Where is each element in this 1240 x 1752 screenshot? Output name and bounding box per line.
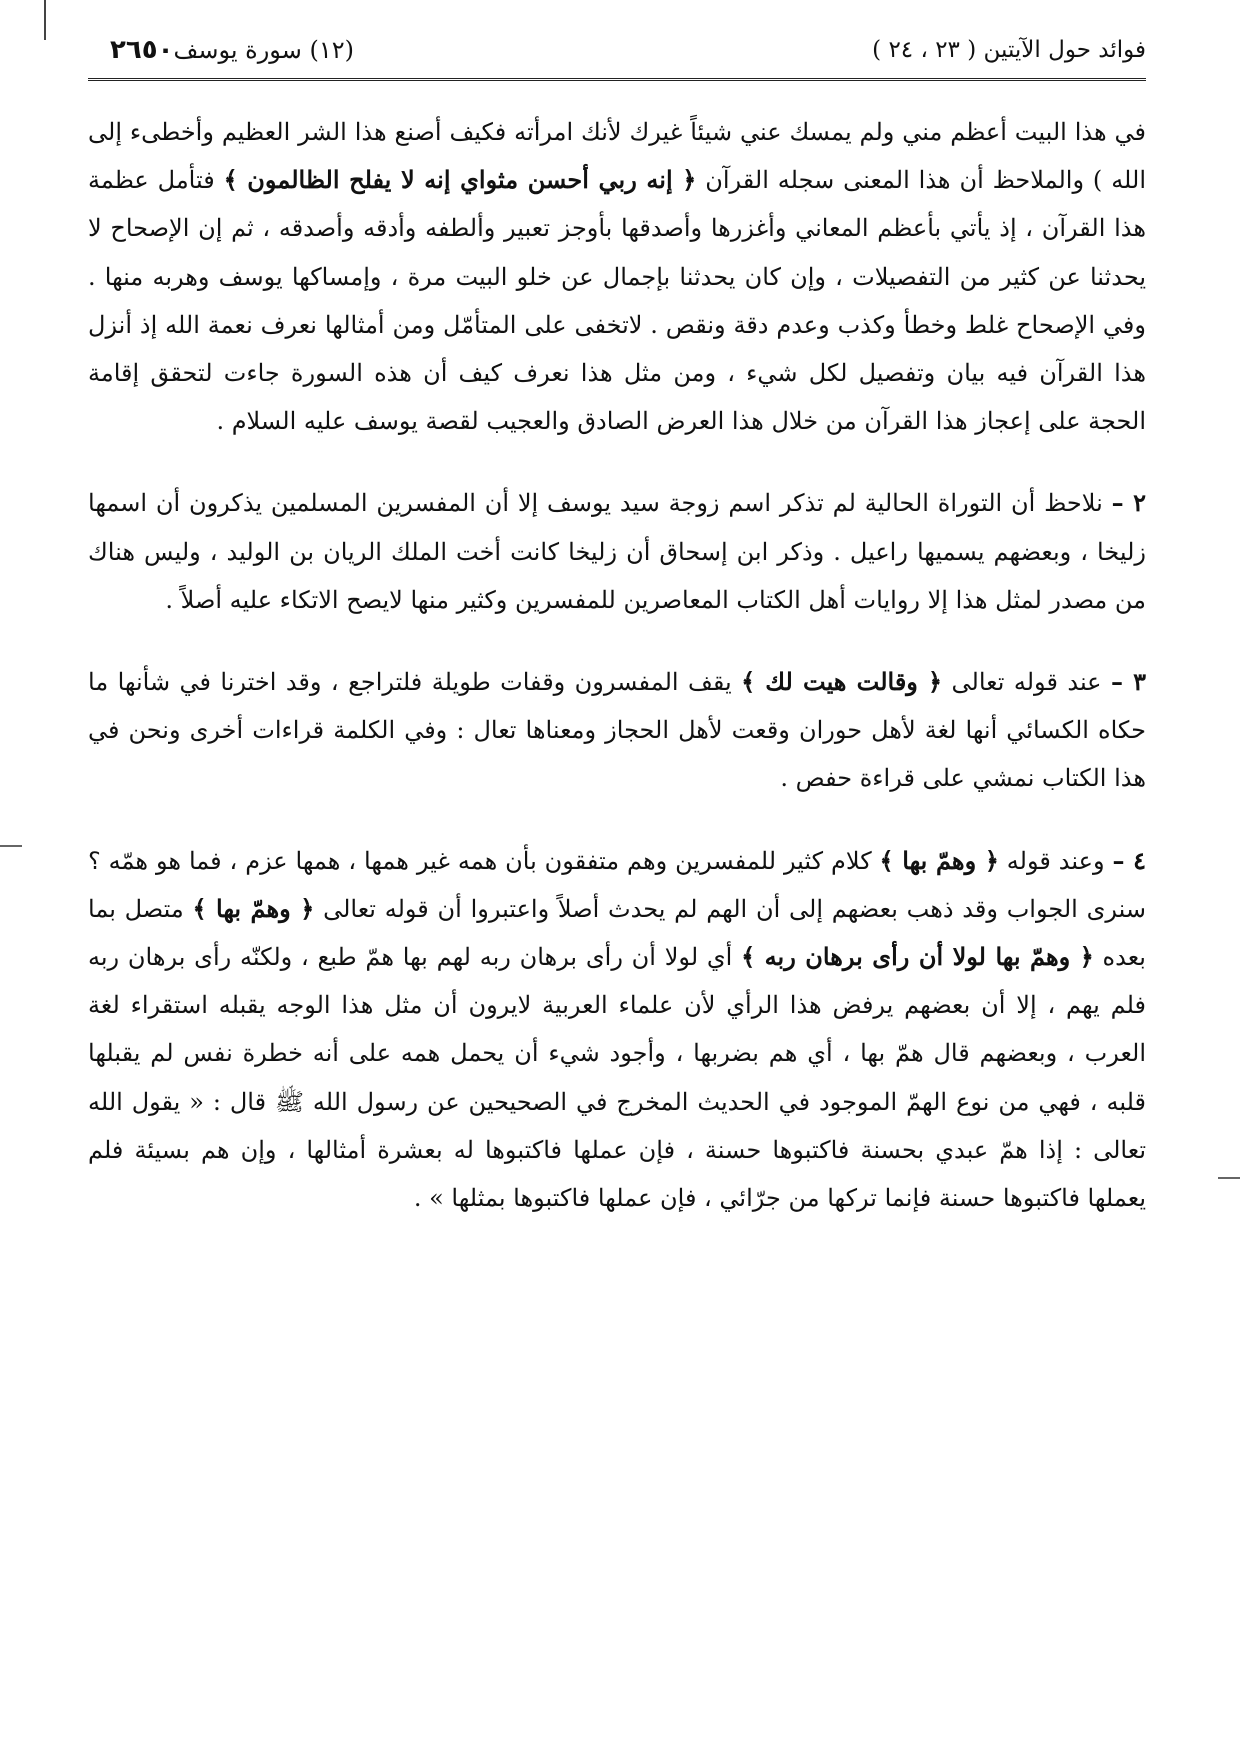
running-title: فوائد حول الآيتين ( ٢٣ ، ٢٤ ): [872, 37, 1146, 63]
margin-mark: [1218, 1177, 1240, 1179]
margin-mark: [0, 845, 22, 847]
paragraph-text: فتأمل عظمة هذا القرآن ، إذ يأتي بأعظم المعاني وأغزرها وأصدقها بأوجز تعبير وألطفه وأدقه وأصدقه ، ثم إن الإصحاح لا يحدثنا عن كثير من التفصيلات ، وإن كان يحدثنا بإجمال عن خلو البيت مرة ، وإمساكها يوسف وهربه منها . وفي الإصحاح غلط وخطأ وكذب وعدم دقة ونقص . لاتخفى على المتأمّل ومن أمثالها نعرف نعمة الله إذ أنزل هذا القرآن فيه بيان وتفصيل لكل شيء ، ومن مثل هذا نعرف كيف أن هذه السورة جاءت لتحقق إقامة الحجة على إعجاز هذا القرآن من خلال هذا العرض الصادق والعجيب لقصة يوسف عليه السلام .: [88, 166, 1146, 436]
page-edge-line: [44, 0, 46, 40]
paragraph-number: ٣ –: [1110, 667, 1147, 697]
paragraph-3: [88, 658, 1146, 803]
paragraph-1: [88, 108, 1146, 445]
paragraph-text: كلام كثير للمفسرين وهم متفقون بأن همه غير همها ، همها عزم ، فما هو همّه ؟ سنرى الجواب وقد ذهب بعضهم إلى أن الهم لم يحدث أصلاً واعتبروا أن قوله تعالى: [88, 846, 1146, 923]
paragraph-text: متصل بما بعده: [88, 894, 1146, 972]
page-header: [88, 22, 1146, 81]
paragraph-text: يقف المفسرون وقفات طويلة فلتراجع ، وقد اخترنا في شأنها ما حكاه الكسائي أنها لغة لأهل حوران وقعت لأهل الحجاز ومعناها تعال : وفي الكلمة قراءات أخرى ونحن في هذا الكتاب نمشي على قراءة حفص .: [88, 668, 1146, 793]
quran-quote: ﴿ إنه ربي أحسن مثواي إنه لا يفلح الظالمون ﴾: [223, 165, 697, 195]
quran-quote: ﴿ وهمّ بها ﴾: [192, 893, 315, 923]
paragraph-text: أي لولا أن رأى برهان ربه لهم بها همّ طبع ، ولكنّه رأى برهان ربه فلم يهم ، إلا أن بعضهم يرفض هذا الرأي لأن علماء العربية لايرون أن مثل هذا الوجه يقبله استقراء لغة العرب ، وبعضهم قال همّ بها ، أي هم بضربها ، وأجود شيء أن يحمل همه على أنه خطرة نفس لم يقبلها قلبه ، فهي من نوع الهمّ الموجود في الحديث المخرج في الصحيحين عن رسول الله ﷺ قال : « يقول الله تعالى : إذا همّ عبدي بحسنة فاكتبوها حسنة ، فإن عملها فاكتبوها له بعشرة أمثالها ، وإن هم بسيئة فلم يعملها فاكتبوها حسنة فإنما تركها من جرّائي ، فإن عملها فاكتبوها بمثلها » .: [88, 943, 1146, 1213]
quran-quote: ﴿ وقالت هيت لك ﴾: [741, 667, 943, 697]
paragraph-text: في هذا البيت أعظم مني ولم يمسك عني شيئاً غيرك لأنك امرأته فكيف أصنع هذا الشر العظيم وأخطىء إلى الله ) والملاحظ أن هذا المعنى سجله القرآن: [88, 118, 1147, 195]
paragraph-text: وعند قوله: [998, 846, 1113, 875]
paragraph-number: ٢ –: [1111, 488, 1146, 518]
quran-quote: ﴿ وهمّ بها ﴾: [879, 845, 999, 875]
paragraph-2: [88, 479, 1146, 624]
surah-title: (١٢) سورة يوسف: [173, 36, 354, 64]
paragraph-text: عند قوله تعالى: [942, 668, 1111, 697]
quran-quote: ﴿ وهمّ بها لولا أن رأى برهان ربه ﴾: [741, 942, 1094, 972]
paragraph-text: نلاحظ أن التوراة الحالية لم تذكر اسم زوجة سيد يوسف إلا أن المفسرين المسلمين يذكرون أن اسمها زليخا ، وبعضهم يسميها راعيل . وذكر ابن إسحاق أن زليخا كانت أخت الملك الريان بن الوليد ، وليس هناك من مصدر لمثل هذا إلا روايات أهل الكتاب المعاصرين للمفسرين وكثير منها لايصح الاتكاء عليه أصلاً .: [88, 489, 1146, 614]
page-body: [88, 108, 1146, 1222]
page-number: ٢٦٥٠: [110, 35, 174, 65]
paragraph-number: ٤ –: [1112, 845, 1147, 875]
paragraph-4: [88, 837, 1146, 1223]
